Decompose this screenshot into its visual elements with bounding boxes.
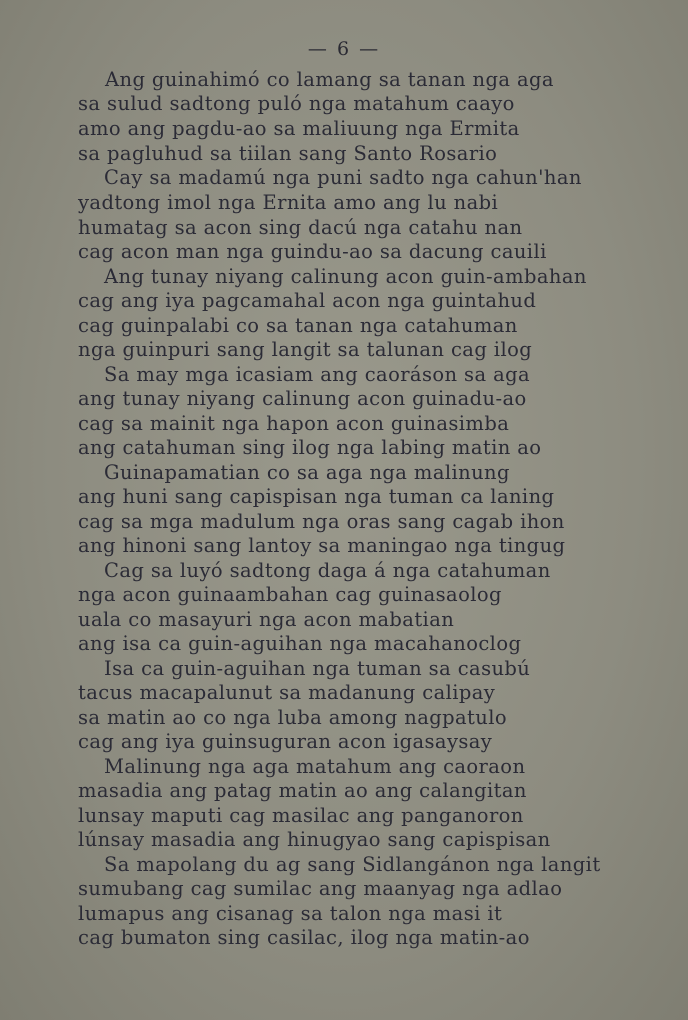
text-line: Cay sa madamú nga puni sadto nga cahun'han — [104, 166, 582, 189]
text-line: cag sa mga madulum nga oras sang cagab ihon — [78, 510, 565, 533]
text-line: cag acon man nga guindu-ao sa dacung cauili — [78, 240, 547, 263]
text-line: lunsay maputi cag masilac ang panganoron — [78, 804, 524, 827]
text-line: cag sa mainit nga hapon acon guinasimba — [78, 412, 510, 435]
text-line: lúnsay masadia ang hinugyao sang capispisan — [78, 828, 551, 851]
text-line: Ang tunay niyang calinung acon guin-ambahan — [104, 265, 587, 288]
text-line: ang hinoni sang lantoy sa maningao nga tingug — [78, 534, 566, 557]
text-line: ang catahuman sing ilog nga labing matin ao — [78, 436, 542, 459]
text-line: ang tunay niyang calinung acon guinadu-ao — [78, 387, 527, 410]
text-line: ang isa ca guin-aguihan nga macahanoclog — [78, 632, 522, 655]
text-line: Cag sa luyó sadtong daga á nga catahuman — [104, 559, 551, 582]
text-line: Sa may mga icasiam ang caoráson sa aga — [104, 363, 531, 386]
text-line: sa pagluhud sa tiilan sang Santo Rosario — [78, 142, 498, 165]
text-line: Malinung nga aga matahum ang caoraon — [104, 755, 526, 778]
text-line: lumapus ang cisanag sa talon nga masi it — [78, 902, 503, 925]
text-line: nga guinpuri sang langit sa talunan cag ilog — [78, 338, 533, 361]
text-line: Ang guinahimó co lamang sa tanan nga aga — [105, 68, 554, 91]
text-line: cag guinpalabi co sa tanan nga catahuman — [78, 314, 518, 337]
text-line: cag bumaton sing casilac, ilog nga matin-ao — [78, 926, 530, 949]
text-line: cag ang iya pagcamahal acon nga guintahud — [78, 289, 537, 312]
page-number: — 6 — — [307, 38, 381, 60]
text-line: tacus macapalunut sa madanung calipay — [78, 681, 496, 704]
text-line: masadia ang patag matin ao ang calangitan — [78, 779, 527, 802]
text-line: cag ang iya guinsuguran acon igasaysay — [78, 730, 493, 753]
text-line: Guinapamatian co sa aga nga malinung — [104, 461, 510, 484]
text-line: nga acon guinaambahan cag guinasaolog — [78, 583, 502, 606]
text-line: uala co masayuri nga acon mabatian — [78, 608, 455, 631]
text-line: Sa mapolang du ag sang Sidlangánon nga langit — [104, 853, 601, 876]
text-line: sa matin ao co nga luba among nagpatulo — [78, 706, 508, 729]
text-line: yadtong imol nga Ernita amo ang lu nabi — [78, 191, 499, 214]
text-line: Isa ca guin-aguihan nga tuman sa casubú — [104, 657, 531, 680]
text-line: amo ang pagdu-ao sa maliuung nga Ermita — [78, 117, 520, 140]
text-line: sumubang cag sumilac ang maanyag nga adlao — [78, 877, 563, 900]
text-line: sa sulud sadtong puló nga matahum caayo — [78, 92, 515, 115]
text-line: ang huni sang capispisan nga tuman ca laning — [78, 485, 555, 508]
text-line: humatag sa acon sing dacú nga catahu nan — [78, 216, 523, 239]
